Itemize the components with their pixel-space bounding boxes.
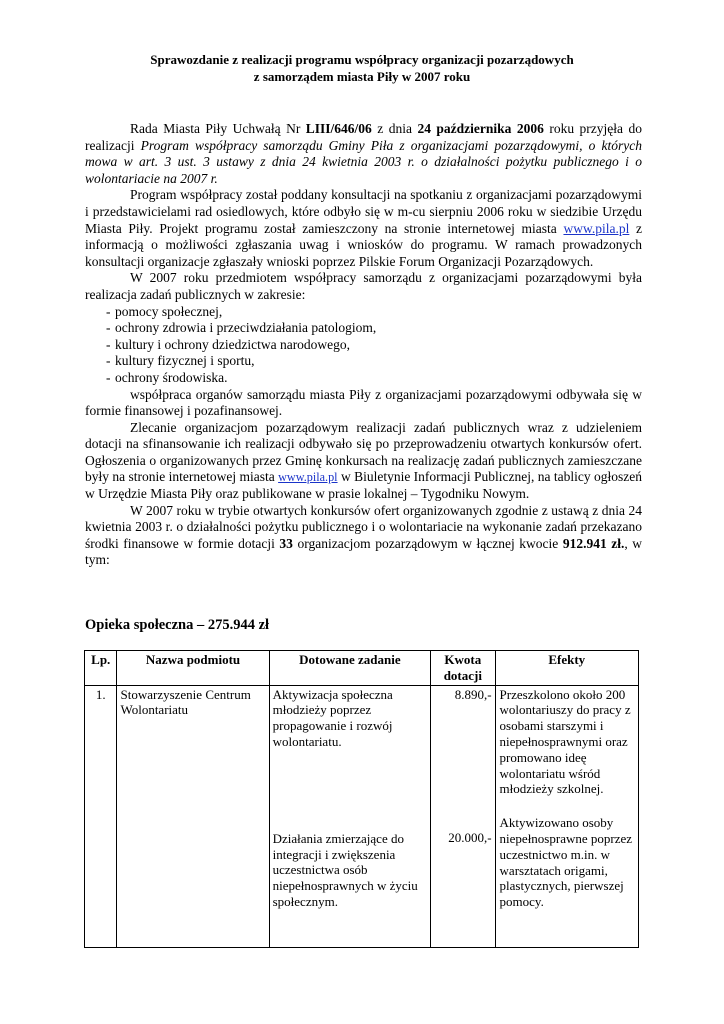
- effect-text: Aktywizowano osoby niepełnosprawne poprzez uczestnictwo m.in. w warsztatach origami, plastycznych, pierwszej pomocy.: [499, 815, 633, 910]
- p6-text-3: , w tym:: [85, 535, 643, 568]
- section-heading: Opieka społeczna – 275.944 zł: [85, 617, 270, 633]
- cell-organization: Stowarzyszenie Centrum Wolontariatu: [117, 685, 269, 947]
- header-effects: Efekty: [495, 651, 638, 686]
- effect-text: Przeszkolono około 200 wolontariuszy do pracy z osobami starszymi i niepełnosprawnymi oraz promowano ideę wolontariatu wśród młodzieży szkolnej.: [499, 686, 631, 797]
- p6-text-1: W 2007 roku w trybie otwartych konkursów ofert organizowanych zgodnie z ustawą z dnia 24 kwietnia 2003 r. o działalności pożytku publicznego i o wolontariacie na wykonanie zadań przekazano środki finansowe w formie dotacji: [85, 502, 642, 551]
- p5-text-2: w Biuletynie Informacji Publicznej, na tablicy ogłoszeń w Urzędzie Miasta Piły oraz publikowane w prasie lokalnej – Tygodniku Nowym.: [85, 469, 642, 502]
- paragraph-4: współpraca organów samorządu miasta Piły z organizacjami pozarządowymi odbywała się w formie finansowej i pozafinansowej.: [85, 386, 642, 419]
- total-amount: 912.941 zł.: [562, 535, 625, 551]
- header-name: Nazwa podmiotu: [117, 651, 269, 686]
- grants-table: [84, 650, 639, 948]
- list-item-text: pomocy społecznej,: [115, 303, 223, 319]
- list-item: [85, 337, 642, 354]
- p6-text-2: organizacjom pozarządowym w łącznej kwocie: [292, 535, 563, 551]
- task-text: Działania zmierzające do integracji i zwiększenia uczestnictwa osób niepełnosprawnych w życiu społecznym.: [272, 830, 418, 909]
- resolution-number: LIII/646/06: [305, 121, 372, 136]
- document-body: [85, 121, 642, 569]
- amount-text: 8.890,-: [454, 686, 492, 702]
- program-title: Program współpracy samorządu Gminy Piła z organizacjami pozarządowymi, o których mowa w art. 3 ust. 3 ustawy z dnia 24 kwietnia 2003 r. o działalności pożytku publicznego i o wolontariacie na 2007 r.: [85, 137, 642, 186]
- paragraph-2: [85, 187, 642, 270]
- list-dash: -: [106, 336, 111, 352]
- paragraph-5: [85, 420, 642, 503]
- cell-spacer: [273, 910, 427, 947]
- p1-text-1: Rada Miasta Piły Uchwałą Nr: [130, 121, 306, 136]
- cell-effects: [495, 685, 638, 947]
- paragraph-1: [85, 121, 642, 187]
- p1-text-3: roku przyjęła do realizacji: [85, 121, 642, 153]
- paragraph-3: W 2007 roku przedmiotem współpracy samorządu z organizacjami pozarządowymi była realizacja zadań publicznych w zakresie:: [85, 270, 642, 302]
- cell-spacer: [433, 702, 491, 830]
- cell-spacer: [500, 910, 634, 916]
- list-item-text: kultury fizycznej i sportu,: [115, 353, 255, 369]
- task-area-list: [85, 304, 642, 387]
- cell-spacer: [273, 750, 427, 831]
- list-dash: -: [106, 353, 111, 369]
- list-item: [85, 353, 642, 370]
- cell-lp: 1.: [85, 685, 117, 947]
- list-item: [85, 320, 642, 337]
- list-item-text: kultury i ochrony dziedzictwa narodowego,: [115, 336, 351, 352]
- cell-spacer: [500, 797, 634, 815]
- list-item: [85, 304, 642, 321]
- header-task: Dotowane zadanie: [269, 651, 431, 686]
- p2-text-1: Program współpracy został poddany konsultacji na spotkaniu z organizacjami pozarządowymi i przedstawicielami rad osiedlowych, które odbyło się w m-cu sierpniu 2006 roku w siedzibie Urzędu Miasta Piły. Projekt programu został zamieszczony na stronie internetowej miasta: [85, 187, 642, 236]
- list-dash: -: [106, 369, 111, 385]
- list-item-text: ochrony zdrowia i przeciwdziałania patologiom,: [115, 320, 377, 336]
- list-dash: -: [106, 303, 111, 319]
- header-amount: Kwota dotacji: [431, 651, 495, 686]
- resolution-date: 24 października 2006: [417, 121, 544, 136]
- organization-count: 33: [279, 535, 293, 551]
- amount-text: 20.000,-: [448, 830, 492, 846]
- table-header-row: [85, 651, 639, 686]
- title-line-1: Sprawozdanie z realizacji programu współpracy organizacji pozarządowych: [150, 52, 574, 67]
- list-item-text: ochrony środowiska.: [115, 369, 228, 385]
- table-row: [85, 685, 639, 947]
- list-dash: -: [106, 320, 111, 336]
- p1-text-2: z dnia: [371, 121, 418, 136]
- title-line-2: z samorządem miasta Piły w 2007 roku: [253, 69, 471, 84]
- list-item: [85, 370, 642, 387]
- task-text: Aktywizacja społeczna młodzieży poprzez propagowanie i rozwój wolontariatu.: [272, 686, 393, 749]
- p5-text-1: Zlecanie organizacjom pozarządowym realizacji zadań publicznych wraz z udzieleniem dotacji na sfinansowanie ich realizacji odbywało się po przeprowadzeniu otwartych konkursów ofert. Ogłoszenia o organizowanych przez Gminę konkursach na realizację zadań publicznych zamieszczane były na stronie internetowej miasta: [85, 419, 642, 485]
- website-link[interactable]: www.pila.pl: [278, 470, 338, 485]
- cell-tasks: [269, 685, 431, 947]
- cell-amounts: [431, 685, 495, 947]
- website-link[interactable]: www.pila.pl: [563, 220, 630, 236]
- document-title: [0, 51, 724, 85]
- header-lp: Lp.: [85, 651, 117, 686]
- p2-text-2: z informacją o możliwości zgłaszania uwag i wniosków do programu. W ramach prowadzonych konsultacji organizacje zgłaszały wnioski poprzez Pilskie Forum Organizacji Pozarządowych.: [85, 220, 642, 269]
- paragraph-6: [85, 503, 642, 569]
